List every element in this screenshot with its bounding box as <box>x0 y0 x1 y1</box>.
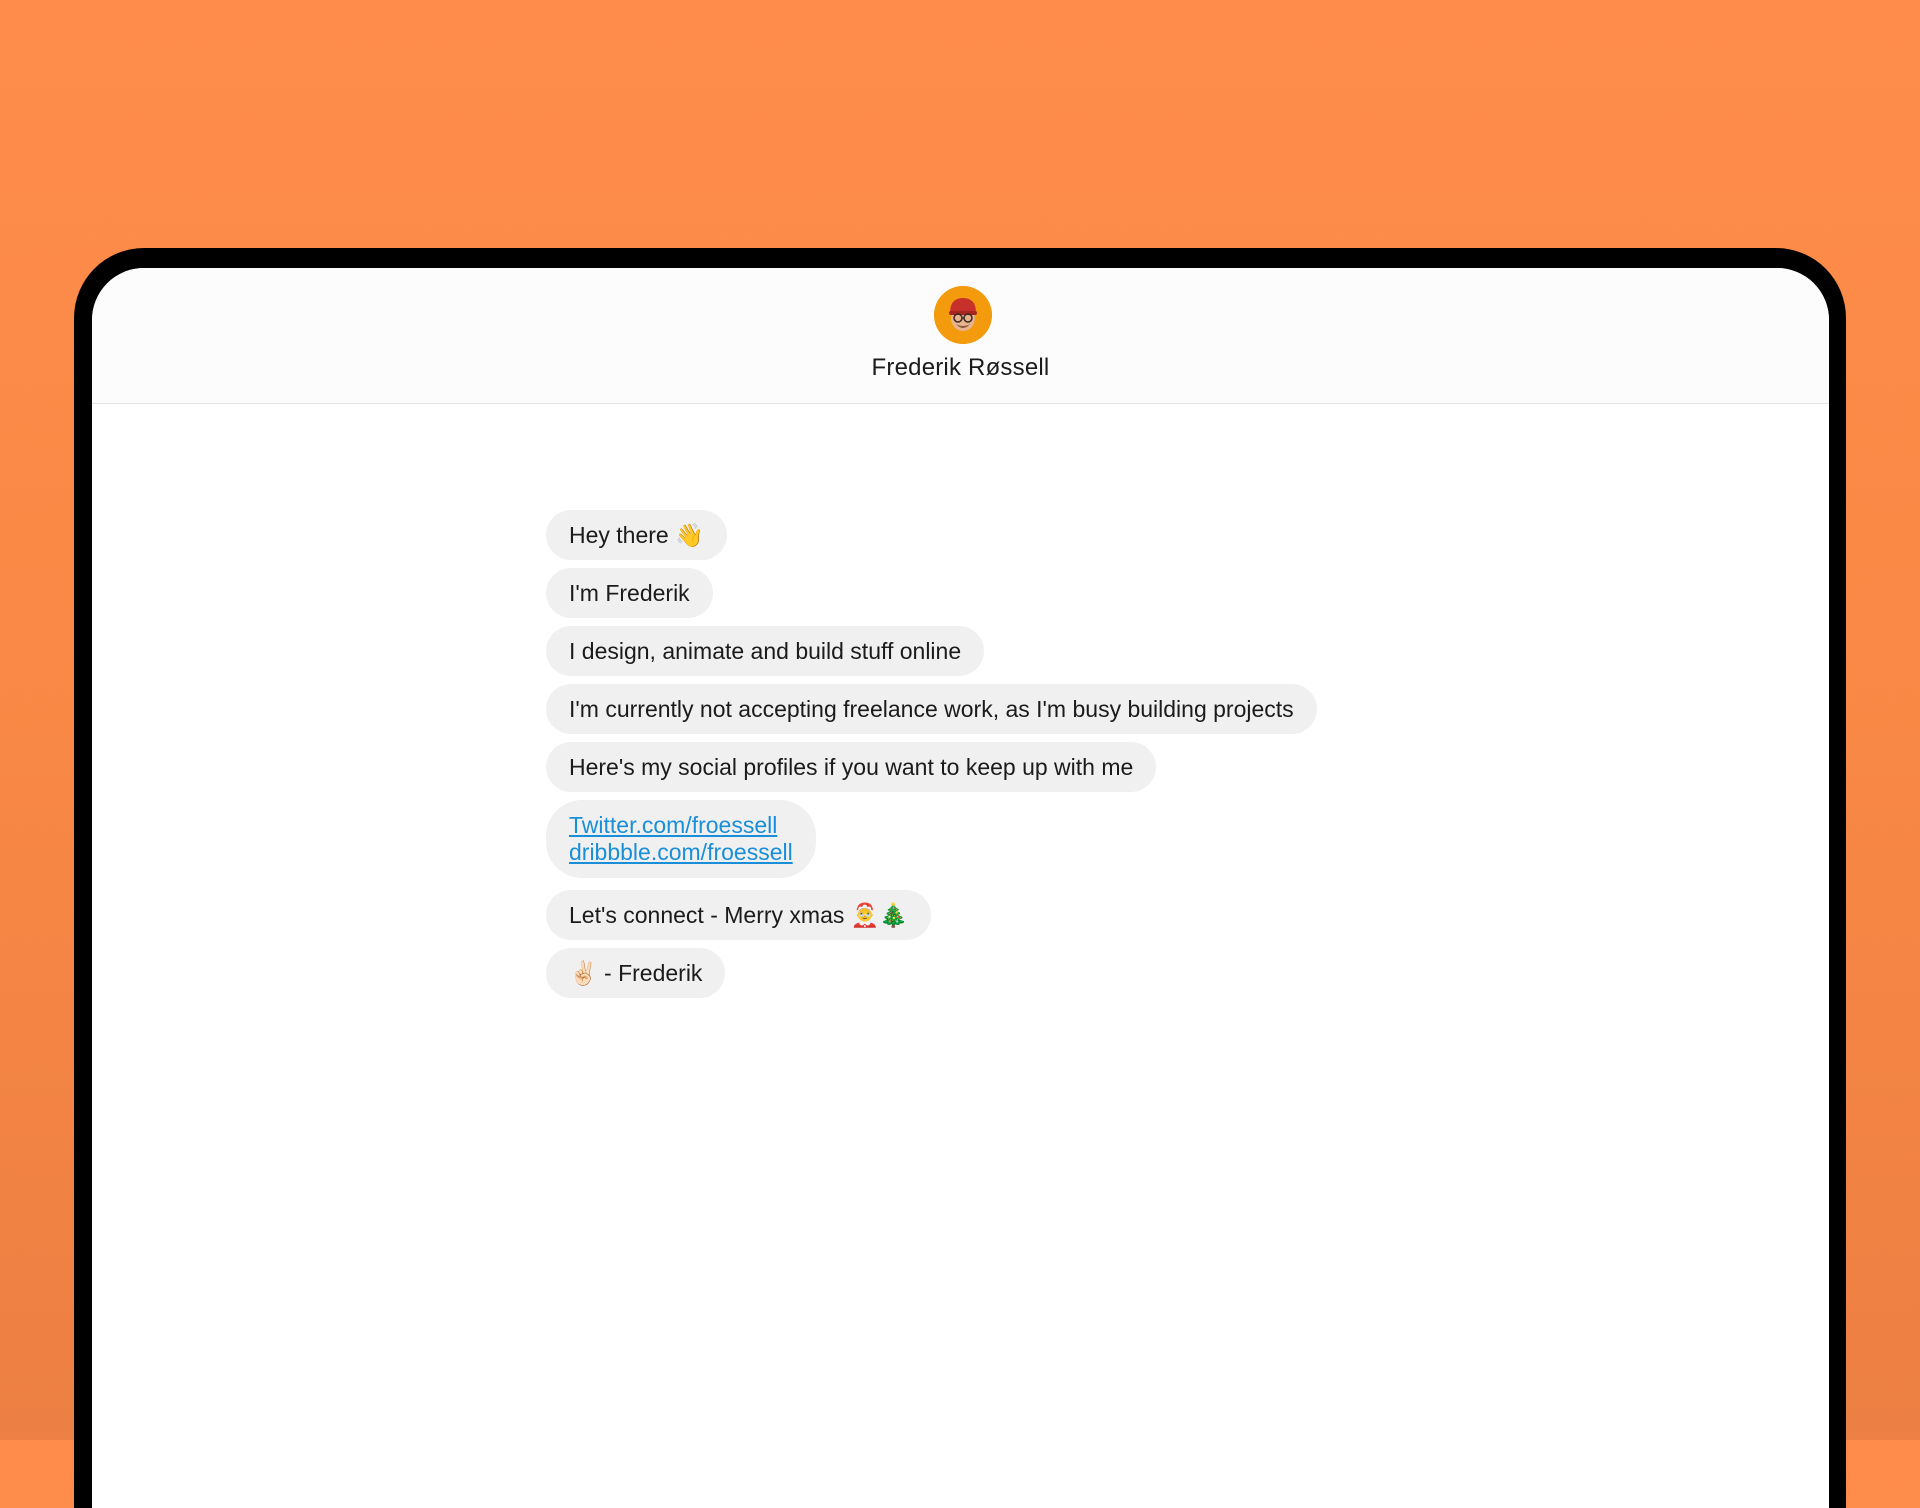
message-bubble: I design, animate and build stuff online <box>546 626 984 676</box>
twitter-link[interactable]: Twitter.com/froessell <box>569 812 778 838</box>
message-bubble: I'm currently not accepting freelance work, as I'm busy building projects <box>546 684 1317 734</box>
avatar[interactable] <box>934 286 992 344</box>
message-bubble: Let's connect - Merry xmas 🤶🎄 <box>546 890 931 940</box>
message-bubble: Hey there 👋 <box>546 510 727 560</box>
contact-name: Frederik Røssell <box>871 354 1050 381</box>
links-bubble <box>546 800 816 878</box>
dribbble-link[interactable]: dribbble.com/froessell <box>569 839 793 865</box>
memoji-avatar-icon <box>934 286 992 344</box>
message-bubble: ✌🏻 - Frederik <box>546 948 725 998</box>
chat-screen <box>92 268 1829 1508</box>
chat-header <box>92 268 1829 404</box>
message-list <box>546 510 1546 1006</box>
message-bubble: Here's my social profiles if you want to keep up with me <box>546 742 1156 792</box>
message-bubble: I'm Frederik <box>546 568 713 618</box>
